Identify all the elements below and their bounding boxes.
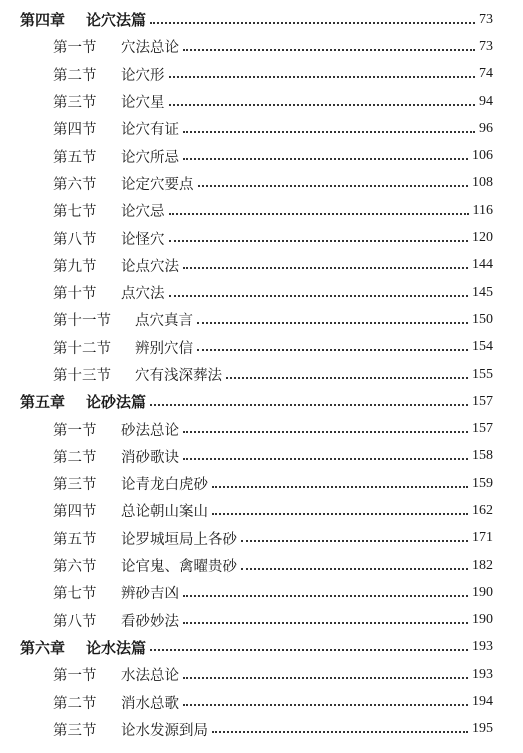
toc-entry-title: 论穴形: [121, 67, 165, 84]
toc-chapter-entry[interactable]: [0, 388, 523, 415]
toc-entry-number: 第五节: [53, 149, 97, 166]
toc-entry-title: 论点穴法: [121, 258, 179, 275]
toc-entry-number: 第四节: [53, 122, 97, 139]
toc-entry-number: 第八节: [53, 231, 97, 248]
dot-leader: [169, 240, 469, 242]
toc-entry-page: 73: [479, 38, 493, 54]
toc-entry-number: 第六章: [20, 638, 66, 657]
dot-leader: [183, 431, 468, 433]
toc-entry-title: 砂法总论: [121, 422, 179, 439]
dot-leader: [150, 649, 468, 651]
toc-entry-page: 193: [472, 639, 493, 655]
toc-section-entry[interactable]: [0, 115, 523, 142]
toc-section-entry[interactable]: [0, 170, 523, 197]
toc-entry-title: 论穴有证: [121, 122, 179, 139]
dot-leader: [212, 486, 468, 488]
dot-leader: [183, 704, 468, 706]
dot-leader: [169, 104, 476, 106]
dot-leader: [183, 49, 475, 51]
toc-section-entry[interactable]: [0, 88, 523, 115]
toc-section-entry[interactable]: [0, 224, 523, 251]
toc-section-entry[interactable]: [0, 361, 523, 388]
dot-leader: [169, 295, 469, 297]
toc-entry-number: 第一节: [53, 422, 97, 439]
toc-section-entry[interactable]: [0, 334, 523, 361]
toc-entry-title: 辨砂吉凶: [121, 586, 179, 603]
toc-entry-number: 第十二节: [53, 340, 111, 357]
dot-leader: [183, 131, 475, 133]
toc-entry-number: 第十节: [53, 286, 97, 303]
toc-section-entry[interactable]: [0, 279, 523, 306]
toc-section-entry[interactable]: [0, 607, 523, 634]
toc-entry-page: 108: [472, 175, 493, 191]
toc-section-entry[interactable]: [0, 197, 523, 224]
dot-leader: [183, 267, 468, 269]
toc-entry-title: 论砂法篇: [86, 393, 147, 412]
toc-entry-title: 论水发源到局: [121, 722, 208, 739]
toc-entry-page: 157: [472, 421, 493, 437]
toc-chapter-entry[interactable]: [0, 6, 523, 33]
toc-entry-page: 162: [472, 502, 493, 518]
toc-entry-number: 第三节: [53, 95, 97, 112]
toc-entry-page: 74: [479, 66, 493, 82]
toc-entry-page: 150: [472, 311, 493, 327]
toc-entry-page: 120: [472, 230, 493, 246]
toc-entry-title: 论青龙白虎砂: [121, 477, 208, 494]
dot-leader: [197, 322, 468, 324]
table-of-contents: [0, 6, 523, 743]
dot-leader: [241, 540, 468, 542]
dot-leader: [241, 568, 468, 570]
toc-entry-number: 第二节: [53, 67, 97, 84]
dot-leader: [150, 22, 475, 24]
dot-leader: [183, 158, 468, 160]
toc-section-entry[interactable]: [0, 579, 523, 606]
toc-entry-page: 190: [472, 612, 493, 628]
toc-section-entry[interactable]: [0, 497, 523, 524]
toc-entry-number: 第四节: [53, 504, 97, 521]
toc-entry-title: 看砂妙法: [121, 613, 179, 630]
toc-entry-title: 辨别穴信: [135, 340, 193, 357]
toc-entry-number: 第二节: [53, 449, 97, 466]
toc-entry-page: 73: [479, 11, 493, 27]
toc-section-entry[interactable]: [0, 252, 523, 279]
dot-leader: [212, 731, 468, 733]
toc-section-entry[interactable]: [0, 688, 523, 715]
toc-entry-page: 158: [472, 448, 493, 464]
toc-entry-title: 点穴真言: [135, 313, 193, 330]
dot-leader: [169, 76, 476, 78]
toc-entry-title: 论官鬼、禽曜贵砂: [121, 559, 237, 576]
toc-section-entry[interactable]: [0, 415, 523, 442]
toc-entry-page: 145: [472, 284, 493, 300]
toc-entry-number: 第八节: [53, 613, 97, 630]
dot-leader: [212, 513, 468, 515]
toc-section-entry[interactable]: [0, 661, 523, 688]
toc-entry-title: 穴有浅深葬法: [135, 368, 222, 384]
toc-entry-page: 195: [472, 721, 493, 737]
toc-entry-page: 157: [472, 393, 493, 409]
toc-entry-title: 论定穴要点: [121, 176, 194, 193]
toc-entry-number: 第五节: [53, 531, 97, 548]
toc-entry-page: 144: [472, 257, 493, 273]
dot-leader: [183, 595, 468, 597]
toc-entry-number: 第九节: [53, 258, 97, 275]
toc-entry-title: 点穴法: [121, 286, 165, 303]
toc-entry-page: 96: [479, 120, 493, 136]
dot-leader: [197, 349, 468, 351]
toc-chapter-entry[interactable]: [0, 634, 523, 661]
toc-entry-title: 消水总歌: [121, 695, 179, 712]
toc-section-entry[interactable]: [0, 552, 523, 579]
toc-section-entry[interactable]: [0, 33, 523, 60]
toc-section-entry[interactable]: [0, 306, 523, 333]
toc-entry-title: 论穴忌: [121, 204, 165, 221]
toc-entry-number: 第四章: [20, 11, 66, 30]
dot-leader: [183, 677, 468, 679]
toc-entry-number: 第一节: [53, 668, 97, 685]
toc-entry-page: 94: [479, 93, 493, 109]
toc-section-entry[interactable]: [0, 716, 523, 743]
dot-leader: [226, 377, 468, 379]
toc-entry-title: 论穴法篇: [86, 11, 147, 30]
toc-entry-title: 论怪穴: [121, 231, 165, 248]
toc-entry-page: 182: [472, 557, 493, 573]
toc-section-entry[interactable]: [0, 470, 523, 497]
toc-entry-number: 第三节: [53, 722, 97, 739]
toc-entry-number: 第六节: [53, 176, 97, 193]
toc-entry-page: 190: [472, 584, 493, 600]
toc-entry-title: 论罗城垣局上各砂: [121, 531, 237, 548]
toc-entry-page: 194: [472, 694, 493, 710]
dot-leader: [183, 622, 468, 624]
toc-entry-title: 总论朝山案山: [121, 504, 208, 521]
toc-section-entry[interactable]: [0, 61, 523, 88]
toc-entry-number: 第二节: [53, 695, 97, 712]
toc-entry-number: 第七节: [53, 586, 97, 603]
toc-entry-title: 论穴所忌: [121, 149, 179, 166]
dot-leader: [183, 458, 468, 460]
toc-entry-page: 116: [472, 202, 493, 218]
toc-entry-page: 154: [472, 339, 493, 355]
toc-section-entry[interactable]: [0, 525, 523, 552]
toc-entry-number: 第三节: [53, 477, 97, 494]
toc-entry-title: 穴法总论: [121, 40, 179, 57]
toc-entry-number: 第十三节: [53, 368, 111, 384]
dot-leader: [150, 404, 468, 406]
toc-entry-number: 第十一节: [53, 313, 111, 330]
toc-entry-title: 论穴星: [121, 95, 165, 112]
toc-section-entry[interactable]: [0, 142, 523, 169]
toc-entry-title: 论水法篇: [86, 638, 147, 657]
toc-entry-title: 消砂歌诀: [121, 449, 179, 466]
toc-section-entry[interactable]: [0, 443, 523, 470]
toc-entry-page: 106: [472, 148, 493, 164]
dot-leader: [198, 185, 469, 187]
toc-entry-number: 第六节: [53, 559, 97, 576]
toc-entry-title: 水法总论: [121, 668, 179, 685]
toc-entry-number: 第七节: [53, 204, 97, 221]
toc-entry-page: 159: [472, 475, 493, 491]
toc-entry-page: 193: [472, 666, 493, 682]
toc-entry-number: 第一节: [53, 40, 97, 57]
toc-entry-page: 155: [472, 366, 493, 382]
toc-entry-number: 第五章: [20, 393, 66, 412]
dot-leader: [169, 213, 469, 215]
toc-entry-page: 171: [472, 530, 493, 546]
